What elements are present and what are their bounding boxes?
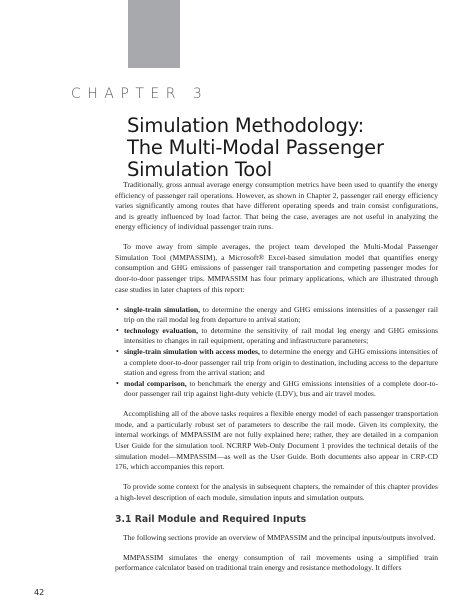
paragraph: To move away from simple averages, the project team developed the Multi-Modal Passenger Simulation Tool (MMPASSIM), a Microsoft® Excel-based simulation model that quantifies energy consumption and GHG emissions of passenger rail transportation and competing passenger modes for door-to-door passenger trips. MMPASSIM has four primary applications, which are illustrated through case studies in later chapters of this report: (115, 242, 438, 294)
chapter-tab-block (128, 0, 180, 68)
paragraph: To provide some context for the analysis in subsequent chapters, the remainder of this chapter provides a high-level description of each module, simulation inputs and simulation outputs. (115, 482, 438, 502)
list-item-term: technology evaluation, (124, 325, 199, 335)
chapter-title-line: Simulation Tool (127, 158, 272, 181)
list-item-term: modal comparison, (124, 378, 187, 388)
list-item-text: to determine the energy and GHG emissions intensities of a passenger rail trip on the rail modal leg from departure to arrival station; (124, 304, 438, 325)
list-item-text: to determine the sensitivity of rail modal leg energy and GHG emissions intensities to changes in rail equipment, operating and infrastructure parameters; (124, 325, 438, 346)
list-item (115, 305, 438, 326)
applications-list (115, 305, 438, 400)
page-number: 42 (34, 588, 45, 597)
list-item-text: to benchmark the energy and GHG emissions intensities of a complete door-to-door passenger rail trip against light-duty vehicle (LDV), bus and air travel modes. (124, 378, 438, 399)
chapter-label: CHAPTER 3 (71, 86, 209, 102)
list-item-text: to determine the energy and GHG emissions intensities of a complete door-to-door passenger rail trip from origin to destination, including access to the departure station and egress from the arrival station; and (124, 346, 438, 378)
paragraph: Traditionally, gross annual average energy consumption metrics have been used to quantify the energy efficiency of passenger rail operations. However, as shown in Chapter 2, passenger rail energy efficiency varies significantly among routes that have different operating speeds and train consist configurations, and is greatly influenced by load factor. That being the case, averages are not useful in analyzing the energy efficiency of individual passenger train runs. (115, 180, 438, 232)
list-item (115, 379, 438, 400)
paragraph: Accomplishing all of the above tasks requires a flexible energy model of each passenger transportation mode, and a particularly robust set of parameters to describe the rail mode. Given its complexity, the internal workings of MMPASSIM are not fully explained here; rather, they are detailed in a companion User Guide for the simulation tool. NCRRP Web-Only Document 1 provides the technical details of the simulation model—MMPASSIM—as well as the User Guide. Both documents also appear in CRP-CD 176, which accompanies this report. (115, 409, 438, 472)
list-item (115, 347, 438, 379)
chapter-title-line: Simulation Methodology: (127, 114, 364, 137)
paragraph: MMPASSIM simulates the energy consumption of rail movements using a simplified train performance calculator based on traditional train energy and resistance methodology. It differs (115, 552, 438, 573)
list-item (115, 326, 438, 347)
section-heading: 3.1 Rail Module and Required Inputs (115, 514, 307, 526)
chapter-title (127, 115, 447, 181)
paragraph: The following sections provide an overview of MMPASSIM and the principal inputs/outputs involved. (123, 532, 436, 542)
list-item-term: single-train simulation with access modes, (124, 346, 260, 356)
chapter-title-line: The Multi-Modal Passenger (127, 136, 384, 159)
list-item-term: single-train simulation, (124, 304, 201, 314)
body-text (115, 180, 438, 583)
